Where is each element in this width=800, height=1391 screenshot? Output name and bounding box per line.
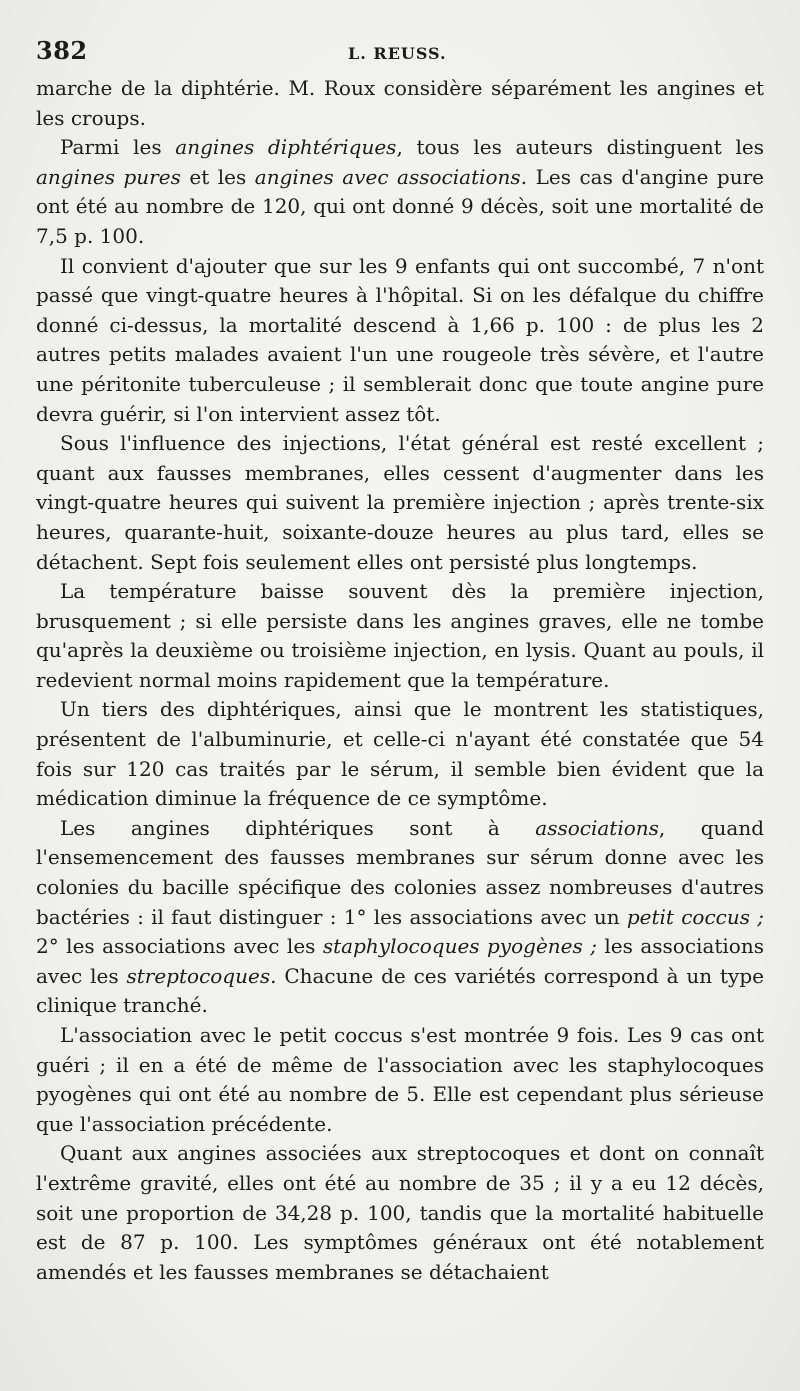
text-run: La température baisse souvent dès la première injection, brusquement ; si elle persiste dans les angines graves, elle ne tombe qu'après la deuxième ou troisième injection, en lysis. Quant au pouls, il redevient normal moins rapidement que la température.	[36, 579, 764, 692]
paragraph	[36, 814, 764, 1021]
italic-text-run: angines pures	[36, 164, 181, 189]
text-run: Les angines diphtériques sont à	[60, 815, 536, 840]
text-run: 2° les associations avec les	[36, 934, 323, 959]
paragraph	[36, 1021, 764, 1139]
text-run: Sous l'influence des injections, l'état général est resté excellent ; quant aux fausses membranes, elles cessent d'augmenter dans les vingt-quatre heures qui suivent la première injection ; après trente-six heures, quarante-huit, soixante-douze heures au plus tard, elles se détachent. Sept fois seulement elles ont persisté plus longtemps.	[36, 431, 764, 574]
italic-text-run: streptocoques.	[126, 963, 277, 988]
text-run: Il convient d'ajouter que sur les 9 enfants qui ont succombé, 7 n'ont passé que vingt-quatre heures à l'hôpital. Si on les défalque du chiffre donné ci-dessus, la mortalité descend à 1,66 p. 100 : de plus les 2 autres petits malades avaient l'un une rougeole très sévère, et l'autre une péritonite tuberculeuse ; il semblerait donc que toute angine pure devra guérir, si l'on intervient assez tôt.	[36, 253, 764, 426]
text-run: Quant aux angines associées aux streptocoques et dont on connaît l'extrême gravité, elles ont été au nombre de 35 ; il y a eu 12 décès, soit une proportion de 34,28 p. 100, tandis que la mortalité habituelle est de 87 p. 100. Les symptômes généraux ont été notablement amendés et les fausses membranes se détachaient	[36, 1141, 764, 1284]
paragraph	[36, 577, 764, 695]
italic-text-run: associations	[535, 815, 659, 840]
running-head	[36, 36, 760, 76]
paragraph	[36, 252, 764, 430]
paragraph	[36, 74, 764, 133]
running-head-author: L. REUSS.	[348, 44, 447, 63]
text-run: Les cas d'angine pure ont été au nombre de 120, qui ont donné 9 décès, soit une mortalité de 7,5 p. 100.	[36, 164, 765, 248]
text-run: marche de la diphtérie. M. Roux considère séparément les angines et les croups.	[36, 76, 764, 130]
italic-text-run: petit coccus ;	[626, 904, 764, 929]
text-run: et les	[180, 164, 255, 189]
text-run: Chacune de ces variétés correspond à un type clinique tranché.	[36, 963, 764, 1018]
italic-text-run: staphylocoques pyogènes ;	[322, 934, 597, 959]
text-run: Parmi les	[60, 135, 176, 160]
italic-text-run: angines avec associations.	[254, 164, 528, 189]
paragraph	[36, 133, 764, 251]
text-run: L'association avec le petit coccus s'est montrée 9 fois. Les 9 cas ont guéri ; il en a été de même de l'association avec les staphylocoques pyogènes qui ont été au nombre de 5. Elle est cependant plus sérieuse que l'association précédente.	[36, 1023, 764, 1136]
text-run: les associations avec les	[36, 934, 764, 988]
text-run: , quand l'ensemencement des fausses membranes sur sérum donne avec les colonies du bacille spécifique des colonies assez nombreuses d'autres bactéries : il faut distinguer : 1° les associations avec un	[36, 815, 765, 929]
text-run: , tous les auteurs distinguent les	[396, 135, 764, 160]
body-text	[36, 74, 764, 1287]
paragraph	[36, 695, 764, 813]
paragraph	[36, 1139, 764, 1287]
text-run: Un tiers des diphtériques, ainsi que le montrent les statistiques, présentent de l'albuminurie, et celle-ci n'ayant été constatée que 54 fois sur 120 cas traités par le sérum, il semble bien évident que la médication diminue la fréquence de ce symptôme.	[36, 697, 764, 811]
paragraph	[36, 429, 764, 577]
page-number: 382	[36, 36, 88, 65]
italic-text-run: angines diphtériques	[175, 135, 397, 160]
